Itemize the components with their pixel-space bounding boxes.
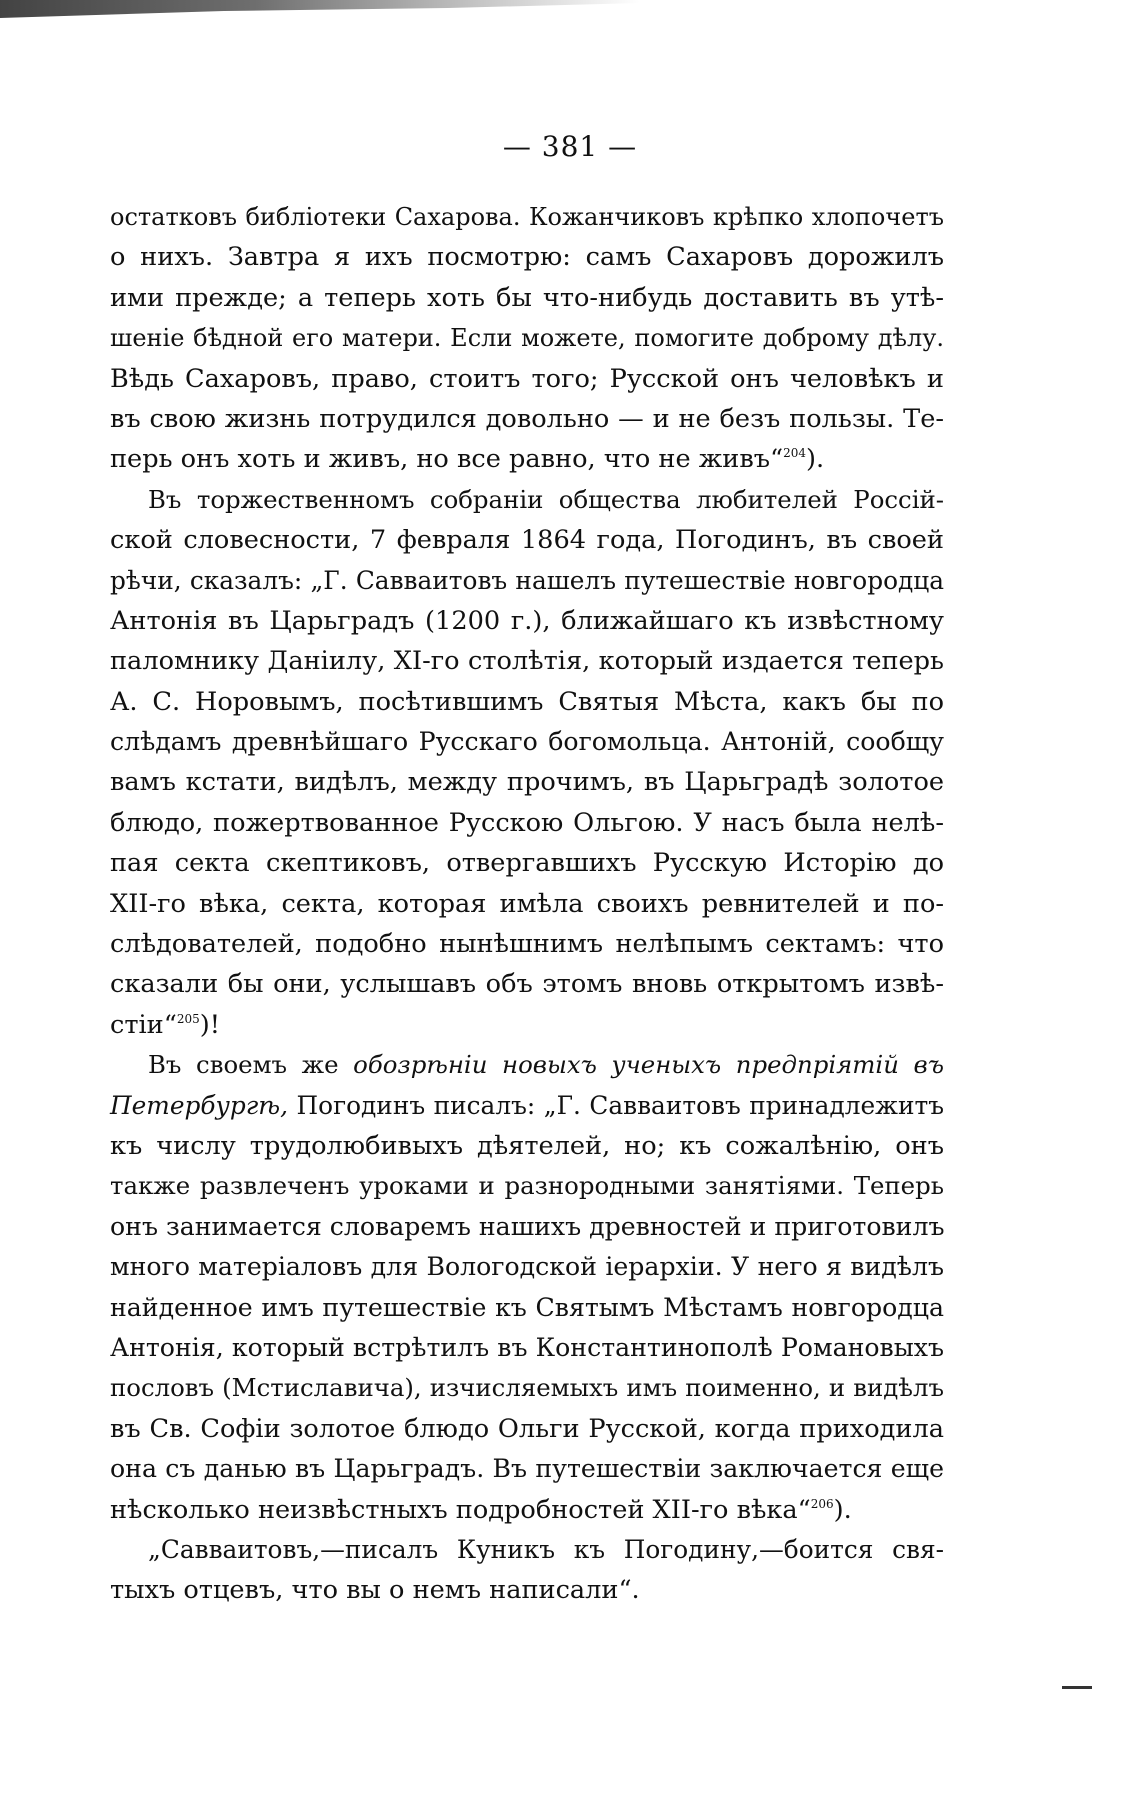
text-line: „Савваитовъ,—писалъ Куникъ къ Погодину,—боится свя- bbox=[148, 1534, 944, 1564]
text-line: шеніе бѣдной его матери. Если можете, помогите доброму дѣлу. bbox=[110, 324, 944, 353]
text-line: остатковъ библіотеки Сахарова. Кожанчиковъ крѣпко хлопочетъ bbox=[110, 203, 944, 231]
text-fragment: ). bbox=[806, 444, 825, 475]
page-number: — 381 — bbox=[502, 130, 638, 163]
scan-mark bbox=[1062, 1686, 1092, 1689]
text-line: блюдо, пожертвованное Русскою Ольгою. У насъ была нелѣ- bbox=[110, 807, 944, 838]
footnote-ref-206: 206 bbox=[810, 1496, 834, 1511]
text-fragment: )! bbox=[199, 1009, 221, 1040]
text-line: сказали бы они, услышавъ объ этомъ вновь открытомъ извѣ- bbox=[110, 969, 944, 1000]
text-fragment: Погодинъ писалъ: „Г. Савваитовъ принадлежитъ bbox=[296, 1090, 944, 1120]
text-line: также развлеченъ уроками и разнородными занятіями. Теперь bbox=[110, 1171, 944, 1201]
text-line: паломнику Даніилу, XI-го столѣтія, который издается теперь bbox=[110, 646, 944, 677]
body-text bbox=[110, 197, 944, 1611]
text-fragment: Въ своемъ же bbox=[148, 1050, 339, 1080]
text-line bbox=[110, 1086, 944, 1126]
text-line: слѣдамъ древнѣйшаго Русскаго богомольца. Антоній, сообщу bbox=[110, 727, 944, 757]
text-line: найденное имъ путешествіе къ Святымъ Мѣстамъ новгородца bbox=[110, 1292, 944, 1322]
text-line: пословъ (Мстиславича), изчисляемыхъ имъ поименно, и видѣлъ bbox=[110, 1373, 944, 1403]
text-fragment: нѣсколько неизвѣстныхъ подробностей XII-го вѣка“ bbox=[110, 1494, 811, 1525]
text-line: Антонія въ Царьградъ (1200 г.), ближайшаго къ извѣстному bbox=[110, 605, 944, 636]
text-fragment: перь онъ хоть и живъ, но все равно, что не живъ“ bbox=[110, 444, 784, 475]
text-line: онъ занимается словаремъ нашихъ древностей и приготовилъ bbox=[110, 1211, 945, 1241]
text-line: слѣдователей, подобно нынѣшнимъ нелѣпымъ сектамъ: что bbox=[110, 929, 944, 960]
text-line: тыхъ отцевъ, что вы о немъ написали“. bbox=[110, 1575, 640, 1606]
italic-title: обозрѣніи новыхъ ученыхъ предпріятій въ bbox=[353, 1050, 944, 1080]
text-fragment: стіи“ bbox=[110, 1009, 177, 1040]
text-line: вамъ кстати, видѣлъ, между прочимъ, въ Царьградѣ золотое bbox=[110, 767, 944, 798]
text-line: къ числу трудолюбивыхъ дѣятелей, но; къ сожалѣнію, онъ bbox=[110, 1130, 944, 1161]
text-line bbox=[110, 1490, 944, 1530]
text-line: XII-го вѣка, секта, которая имѣла своихъ ревнителей и по- bbox=[110, 888, 944, 919]
italic-title: Петербургѣ, bbox=[110, 1090, 289, 1120]
text-fragment: ). bbox=[833, 1494, 852, 1525]
text-line: ской словесности, 7 февраля 1864 года, Погодинъ, въ своей bbox=[110, 525, 944, 556]
paragraph-4 bbox=[110, 1530, 944, 1611]
text-line bbox=[110, 1045, 944, 1085]
text-line: въ свою жизнь потрудился довольно — и не безъ пользы. Те- bbox=[110, 403, 944, 434]
text-line: ими прежде; а теперь хоть бы что-нибудь доставить въ утѣ- bbox=[110, 282, 944, 313]
text-line bbox=[110, 1005, 944, 1045]
text-line: пая секта скептиковъ, отвергавшихъ Русскую Исторію до bbox=[110, 848, 944, 879]
paragraph-2 bbox=[110, 480, 944, 1045]
text-line: А. С. Норовымъ, посѣтившимъ Святыя Мѣста, какъ бы по bbox=[110, 686, 944, 717]
text-line bbox=[110, 439, 944, 479]
footnote-ref-205: 205 bbox=[176, 1011, 200, 1026]
text-line: она съ данью въ Царьградъ. Въ путешествіи заключается еще bbox=[110, 1454, 944, 1484]
text-line: въ Св. Софіи золотое блюдо Ольги Русской, когда приходила bbox=[110, 1413, 944, 1444]
scan-edge-smudge bbox=[0, 0, 640, 20]
paragraph-3 bbox=[110, 1045, 944, 1530]
text-line: Вѣдь Сахаровъ, право, стоитъ того; Русской онъ человѣкъ и bbox=[110, 363, 944, 394]
footnote-ref-204: 204 bbox=[783, 446, 807, 461]
text-line: о нихъ. Завтра я ихъ посмотрю: самъ Сахаровъ дорожилъ bbox=[110, 242, 944, 273]
text-line: много матеріаловъ для Вологодской іерархіи. У него я видѣлъ bbox=[110, 1252, 944, 1282]
text-line: Въ торжественномъ собраніи общества любителей Россій- bbox=[148, 484, 944, 514]
text-line: рѣчи, сказалъ: „Г. Савваитовъ нашелъ путешествіе новгородца bbox=[110, 565, 944, 595]
paragraph-1 bbox=[110, 197, 944, 480]
text-line: Антонія, который встрѣтилъ въ Константинополѣ Романовыхъ bbox=[110, 1332, 944, 1362]
